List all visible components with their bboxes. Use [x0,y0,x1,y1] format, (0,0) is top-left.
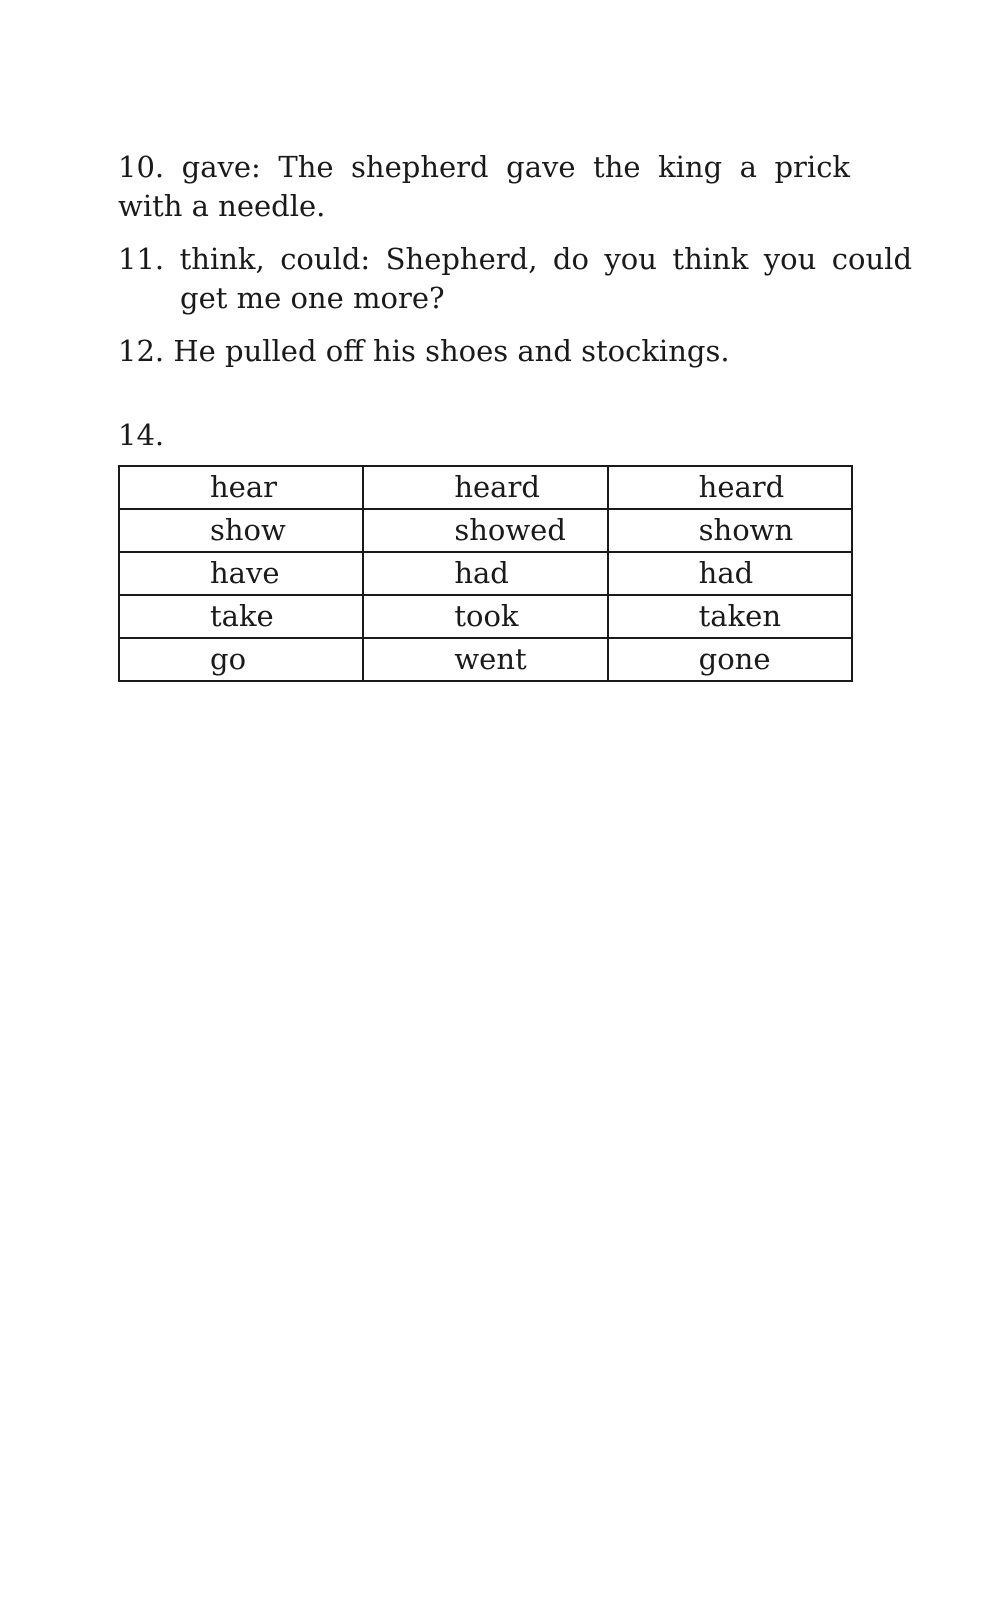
answer-text: gave: The shepherd gave the king a prick with a needle. [118,150,851,223]
table-cell: took [363,595,607,638]
verb-forms-table [118,465,853,682]
table-cell: hear [119,466,363,509]
table-row [119,466,852,509]
table-cell: showed [363,509,607,552]
table-cell: heard [608,466,852,509]
answer-item-10 [118,148,850,226]
table-cell: have [119,552,363,595]
table-row [119,595,852,638]
answer-number: 10. [118,150,165,184]
table-row [119,552,852,595]
table-cell: take [119,595,363,638]
table-cell: gone [608,638,852,681]
table-row [119,638,852,681]
answer-item-12 [118,332,912,371]
table-cell: heard [363,466,607,509]
answer-text: He pulled off his shoes and stockings. [173,334,730,368]
answer-number: 12. [118,334,165,368]
table-cell: had [608,552,852,595]
table-cell: shown [608,509,852,552]
answer-number: 11. [118,242,165,276]
answer-number-14: 14. [118,418,165,452]
table-cell: show [119,509,363,552]
table-cell: taken [608,595,852,638]
table-row [119,509,852,552]
answer-text: think, could: Shepherd, do you think you could get me one more? [179,242,913,315]
table-cell: had [363,552,607,595]
table-cell: go [119,638,363,681]
answer-item-11 [118,240,912,318]
table-cell: went [363,638,607,681]
